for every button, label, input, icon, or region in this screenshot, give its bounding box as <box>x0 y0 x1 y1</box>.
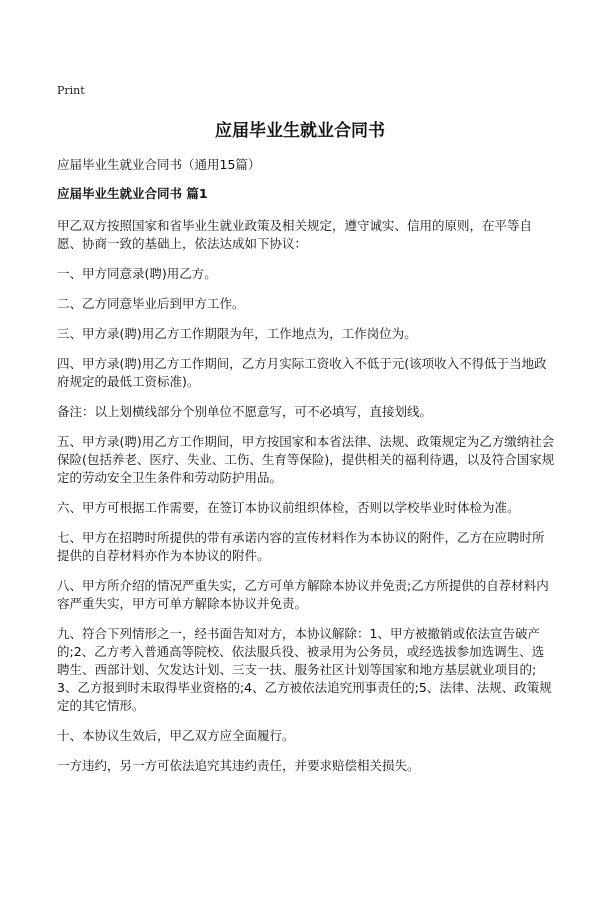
section-heading: 应届毕业生就业合同书 篇1 <box>57 186 208 201</box>
clause-9: 九、符合下列情形之一，经书面告知对方，本协议解除：1、甲方被撤销或依法宣告破产的;2、乙方考入普通高等院校、依法服兵役、被录用为公务员，或经选拔参加选调生、选聘生、西部计划、欠发达计划、三支一扶、服务社区计划等国家和地方基层就业项目的;3、乙方报到时未取得毕业资格的;4、乙方被依法追究刑事责任的;5、法律、法规、政策规定的其它情形。 <box>57 626 552 713</box>
clause-1: 一、甲方同意录(聘)用乙方。 <box>57 266 217 281</box>
clause-5: 五、甲方录(聘)用乙方工作期间，甲方按国家和本省法律、法规、政策规定为乙方缴纳社会保险(包括养老、医疗、失业、工伤、生育等保险)，提供相关的福利待遇，以及符合国家规定的劳动安全卫生条件和劳动防护用品。 <box>57 434 555 485</box>
note-paragraph: 备注：以上划横线部分个别单位不愿意写，可不必填写，直接划线。 <box>57 404 433 419</box>
clause-4: 四、甲方录(聘)用乙方工作期间，乙方月实际工资收入不低于元(该项收入不得低于当地政府规定的最低工资标准)。 <box>57 356 547 389</box>
document-title: 应届毕业生就业合同书 <box>215 121 385 141</box>
clause-8: 八、甲方所介绍的情况严重失实，乙方可单方解除本协议并免责;乙方所提供的自荐材料内容严重失实，甲方可单方解除本协议并免责。 <box>57 578 549 611</box>
paragraph-intro: 甲乙双方按照国家和省毕业生就业政策及相关规定，遵守诚实、信用的原则，在平等自愿、协商一致的基础上，依法达成如下协议： <box>57 218 533 251</box>
clause-7: 七、甲方在招聘时所提供的带有承诺内容的宣传材料作为本协议的附件，乙方在应聘时所提供的自荐材料亦作为本协议的附件。 <box>57 530 545 563</box>
clause-2: 二、乙方同意毕业后到甲方工作。 <box>57 296 245 311</box>
clause-6: 六、甲方可根据工作需要，在签订本协议前组织体检，否则以学校毕业时体检为准。 <box>57 500 520 515</box>
print-label: Print <box>57 84 85 97</box>
document-subtitle: 应届毕业生就业合同书（通用15篇） <box>57 157 261 172</box>
clause-10: 十、本协议生效后，甲乙双方应全面履行。 <box>57 728 295 743</box>
breach-paragraph: 一方违约，另一方可依法追究其违约责任，并要求赔偿相关损失。 <box>57 758 420 773</box>
clause-3: 三、甲方录(聘)用乙方工作期限为年，工作地点为，工作岗位为。 <box>57 326 417 341</box>
document-body <box>57 217 555 787</box>
